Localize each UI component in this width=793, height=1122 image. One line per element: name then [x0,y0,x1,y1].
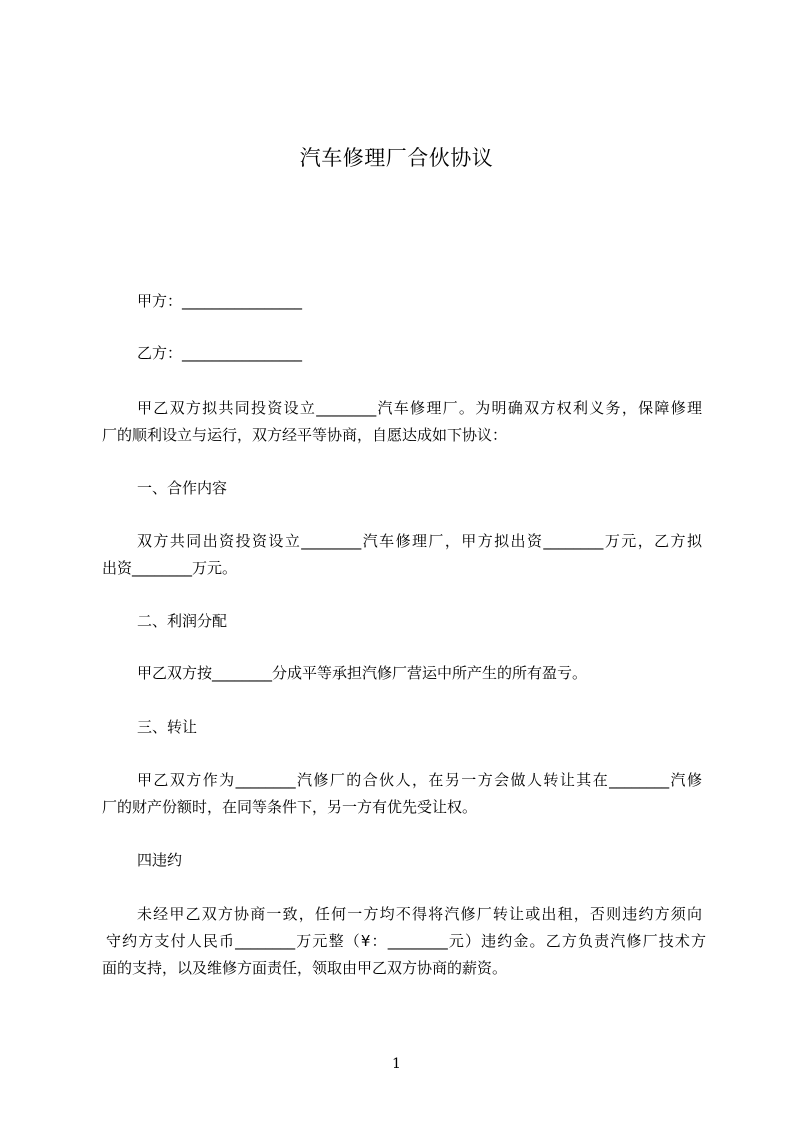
page-number: 1 [392,1056,401,1072]
section-4-line-2: 守约方支付人民币________万元整（¥：________元）违约金。乙方负责汽修厂技术方 [106,932,706,950]
section-1-line-2: 出资________万元。 [102,559,238,577]
section-4-line-1: 未经甲乙双方协商一致，任何一方均不得将汽修厂转让或出租，否则违约方须向 [137,905,702,923]
section-2-line-1: 甲乙双方按________分成平等承担汽修厂营运中所产生的所有盈亏。 [137,664,588,682]
section-3-line-2: 厂的财产份额时，在同等条件下，另一方有优先受让权。 [102,798,478,816]
section-3-heading: 三、转让 [137,718,198,736]
intro-line-1: 甲乙双方拟共同投资设立________汽车修理厂。为明确双方权利义务，保障修理 [137,399,702,417]
section-3-line-1: 甲乙双方作为________汽修厂的合伙人，在另一方会做人转让其在________汽修 [137,771,702,789]
section-1-heading: 一、合作内容 [137,479,228,497]
document-title: 汽车修理厂合伙协议 [299,146,494,170]
section-4-heading: 四违约 [137,851,183,869]
section-4-line-3: 面的支持，以及维修方面责任，领取由甲乙双方协商的薪资。 [102,959,508,977]
party-a-line: 甲方：________________ [137,292,303,310]
section-1-line-1: 双方共同出资投资设立________汽车修理厂，甲方拟出资________万元，乙方拟 [137,532,702,550]
section-2-heading: 二、利润分配 [137,612,228,630]
party-b-line: 乙方：________________ [137,344,303,362]
intro-line-2: 厂的顺利设立与运行，双方经平等协商，自愿达成如下协议： [102,426,508,444]
